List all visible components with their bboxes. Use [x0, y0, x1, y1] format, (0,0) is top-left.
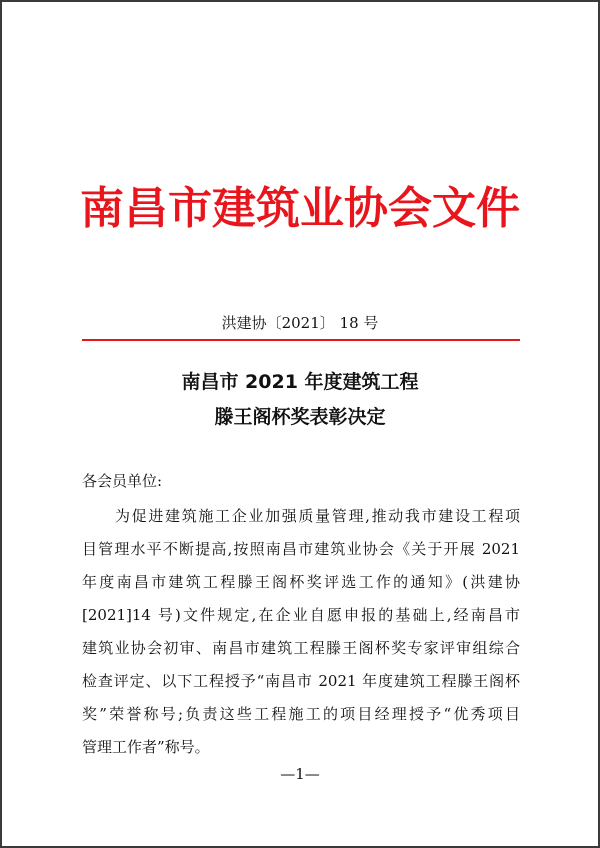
body-line: 目管理水平不断提高,按照南昌市建筑业协会《关于开展 2021 [82, 540, 520, 558]
body-line: 检查评定、以下工程授予“南昌市 2021 年度建筑工程滕王阁杯 [82, 672, 520, 690]
body-line: 为促进建筑施工企业加强质量管理,推动我市建设工程项 [115, 507, 520, 525]
body-line: 建筑业协会初审、南昌市建筑工程滕王阁杯奖专家评审组综合 [82, 639, 520, 657]
salutation: 各会员单位: [82, 472, 163, 490]
body-line: 奖”荣誉称号;负责这些工程施工的项目经理授予“优秀项目 [82, 705, 520, 723]
body-line: 年度南昌市建筑工程滕王阁杯奖评选工作的通知》(洪建协 [82, 573, 520, 591]
issuer-header-title: 南昌市建筑业协会文件 [80, 183, 520, 234]
document-title-line-2: 滕王阁杯奖表彰决定 [214, 406, 386, 428]
red-divider [82, 339, 520, 341]
document-title-line-1: 南昌市 2021 年度建筑工程 [181, 371, 419, 393]
body-line: [2021]14 号)文件规定,在企业自愿申报的基础上,经南昌市 [82, 606, 520, 624]
document-number: 洪建协〔2021〕 18 号 [221, 314, 379, 332]
body-line: 管理工作者”称号。 [82, 738, 210, 756]
page-number: —1— [280, 765, 320, 783]
